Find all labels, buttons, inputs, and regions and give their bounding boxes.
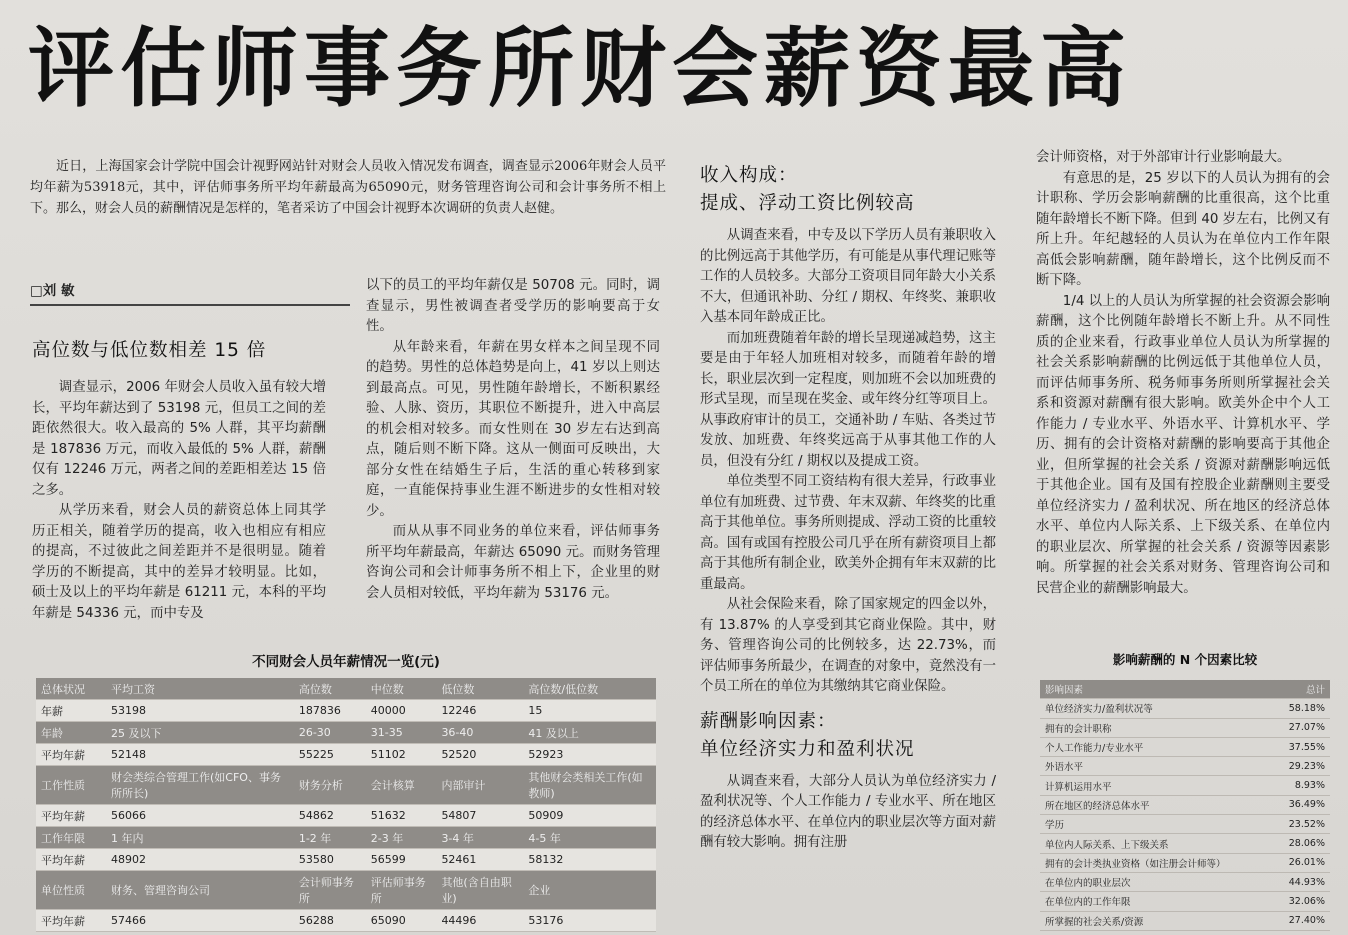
table-cell: 23.52% — [1270, 815, 1330, 834]
table-row — [1040, 892, 1330, 911]
table-cell: 学历 — [1040, 815, 1270, 834]
factor-table-title: 影响薪酬的 N 个因素比较 — [1112, 652, 1258, 667]
table-cell: 51632 — [366, 805, 437, 827]
table-cell: 平均年薪 — [36, 744, 106, 766]
table-cell: 54807 — [436, 805, 523, 827]
table-row — [1040, 718, 1330, 737]
table-header-cell: 影响因素 — [1040, 680, 1270, 699]
byline: □刘 敏 — [30, 279, 350, 306]
table-cell: 年龄 — [36, 722, 106, 744]
paragraph: 从调查来看，中专及以下学历人员有兼职收入的比例远高于其他学历，有可能是从事代理记账等工作的人员较多。大部分工资项目同年龄大小关系不大，但通讯补助、分红 / 期权、年终奖、兼职收入基本同年龄成正比。 — [700, 228, 996, 325]
table-cell: 会计师事务所 — [294, 871, 366, 910]
table-cell: 53580 — [294, 849, 366, 871]
table-cell: 52461 — [436, 849, 523, 871]
table-cell: 低位数 — [436, 678, 523, 700]
table-cell: 44.93% — [1270, 872, 1330, 891]
table-cell: 26.01% — [1270, 853, 1330, 872]
table-cell: 26-30 — [294, 722, 366, 744]
table-row — [36, 744, 656, 766]
table-cell: 其他(含自由职业) — [436, 871, 523, 910]
table-cell: 12246 — [436, 700, 523, 722]
table-cell: 平均年薪 — [36, 805, 106, 827]
table-cell: 27.07% — [1270, 718, 1330, 737]
salary-table-title: 不同财会人员年薪情况一览(元) — [252, 654, 440, 670]
table-row — [1040, 757, 1330, 776]
table-cell: 高位数 — [294, 678, 366, 700]
table-cell: 56288 — [294, 910, 366, 932]
section-title-3: 薪酬影响因素： 单位经济实力和盈利状况 — [700, 710, 915, 760]
paragraph: 以下的员工的平均年薪仅是 50708 元。同时，调查显示，男性被调查者受学历的影响要高于女性。 — [366, 278, 660, 334]
table-cell: 37.55% — [1270, 737, 1330, 756]
table-cell: 在单位内的职业层次 — [1040, 872, 1270, 891]
table-cell: 外语水平 — [1040, 757, 1270, 776]
table-header-cell: 总计 — [1270, 680, 1330, 699]
section-title-2: 收入构成： 提成、浮动工资比例较高 — [700, 165, 915, 214]
table-row — [1040, 911, 1330, 930]
column-4 — [1036, 148, 1330, 599]
table-cell: 工作性质 — [36, 766, 106, 805]
table-cell: 187836 — [294, 700, 366, 722]
table-row — [1040, 776, 1330, 795]
table-row — [36, 678, 656, 700]
table-row — [1040, 834, 1330, 853]
table-cell: 25 及以下 — [106, 722, 294, 744]
factor-table — [1040, 680, 1330, 931]
column-1 — [32, 378, 326, 624]
table-row — [1040, 737, 1330, 756]
table-cell: 财务、管理咨询公司 — [106, 871, 294, 910]
column-2 — [366, 276, 660, 604]
table-cell: 3-4 年 — [436, 827, 523, 849]
table-cell: 在单位内的工作年限 — [1040, 892, 1270, 911]
table-cell: 4-5 年 — [523, 827, 656, 849]
paragraph: 从调查来看，大部分人员认为单位经济实力 / 盈利状况等、个人工作能力 / 专业水平、所在地区的经济总体水平、在单位内的职业层次等方面对薪酬有较大影响。拥有注册 — [700, 773, 996, 850]
paragraph: 单位类型不同工资结构有很大差异，行政事业单位有加班费、过节费、年末双薪、年终奖的比重高于其他单位。事务所则提成、浮动工资的比重较高。国有或国有控股公司几乎在所有薪资项目上都高于其他所有制企业，欧美外企拥有年末双薪的比重最高。 — [700, 474, 996, 592]
table-cell: 单位内人际关系、上下级关系 — [1040, 834, 1270, 853]
table-cell: 27.40% — [1270, 911, 1330, 930]
table-row — [1040, 872, 1330, 891]
table-cell: 40000 — [366, 700, 437, 722]
paragraph: 调查显示，2006 年财会人员收入虽有较大增长，平均年薪达到了 53198 元，但员工之间的差距依然很大。收入最高的 5% 人群，其平均薪酬是 187836 万元，而收入最低的 5% 人群，薪酬仅有 12246 万元，两者之间的差距相差达 15 倍之多。 — [32, 380, 326, 498]
table-row — [1040, 795, 1330, 814]
table-row — [36, 766, 656, 805]
lead-paragraph: 近日，上海国家会计学院中国会计视野网站针对财会人员收入情况发布调查，调查显示2006年财会人员平均年薪为53918元，其中，评估师事务所平均年薪最高为65090元，财务管理咨询公司和会计事务所不相上下。那么，财会人员的薪酬情况是怎样的，笔者采访了中国会计视野本次调研的负责人赵健。 — [30, 159, 666, 216]
table-cell: 高位数/低位数 — [523, 678, 656, 700]
table-cell: 41 及以上 — [523, 722, 656, 744]
paragraph: 从年龄来看，年薪在男女样本之间呈现不同的趋势。男性的总体趋势是向上，41 岁以上则达到最高点。可见，男性随年龄增长，不断积累经验、人脉、资历，其职位不断提升，进入中高层的机会相对较多。而女性则在 30 岁左右达到高点，随后则不断下降。这从一侧面可反映出，大部分女性在结婚生子后，生活的重心转移到家庭，一直能保持事业生涯不断进步的女性相对较少。 — [366, 339, 660, 519]
table-cell: 65090 — [366, 910, 437, 932]
table-cell: 计算机运用水平 — [1040, 776, 1270, 795]
paragraph: 而从从事不同业务的单位来看，评估师事务所平均年薪最高，年薪达 65090 元。而财务管理咨询公司和会计师事务所不相上下，企业里的财会人员相对较低，平均年薪为 53176 元。 — [366, 524, 660, 601]
table-row — [36, 910, 656, 932]
table-cell: 48902 — [106, 849, 294, 871]
table-cell: 56599 — [366, 849, 437, 871]
table-cell: 单位性质 — [36, 871, 106, 910]
column-3-body-1 — [700, 226, 996, 698]
table-cell: 年薪 — [36, 700, 106, 722]
table-cell: 2-3 年 — [366, 827, 437, 849]
column-3 — [700, 162, 996, 854]
paragraph: 而加班费随着年龄的增长呈现递减趋势，这主要是由于年轻人加班相对较多，而随着年龄的增长，职业层次到一定程度，则加班不会以加班费的形式呈现，而呈现在奖金、或年终分红等项目上。从事政府审计的员工，交通补助 / 车贴、各类过节发放、加班费、年终奖远高于从事其他工作的人员，但没有分红 / 期权以及提成工资。 — [700, 330, 996, 469]
table-cell: 57466 — [106, 910, 294, 932]
table-cell: 总体状况 — [36, 678, 106, 700]
table-cell: 52148 — [106, 744, 294, 766]
table-cell: 8.93% — [1270, 776, 1330, 795]
table-cell: 15 — [523, 700, 656, 722]
table-cell: 所掌握的社会关系/资源 — [1040, 911, 1270, 930]
table-row — [36, 805, 656, 827]
headline: 评估师事务所财会薪资最高 — [28, 19, 1132, 119]
table-header-row — [1040, 680, 1330, 699]
table-cell: 工作年限 — [36, 827, 106, 849]
table-cell: 1 年内 — [106, 827, 294, 849]
table-cell: 52923 — [523, 744, 656, 766]
table-cell: 内部审计 — [436, 766, 523, 805]
table-row — [1040, 699, 1330, 718]
paragraph: 从社会保险来看，除了国家规定的四金以外，有 13.87% 的人享受到其它商业保险。其中，财务、管理咨询公司的比例较多，达 22.73%，而评估师事务所最少，在调查的对象中，竟然没有一个员工所在的单位为其缴纳其它商业保险。 — [700, 597, 996, 694]
table-cell: 55225 — [294, 744, 366, 766]
table-cell: 53198 — [106, 700, 294, 722]
table-cell: 平均年薪 — [36, 910, 106, 932]
section-title-1: 高位数与低位数相差 15 倍 — [32, 340, 267, 361]
table-cell: 财会类综合管理工作(如CFO、事务所所长) — [106, 766, 294, 805]
table-cell: 54862 — [294, 805, 366, 827]
table-cell: 财务分析 — [294, 766, 366, 805]
column-3-body-2 — [700, 772, 996, 854]
table-cell: 56066 — [106, 805, 294, 827]
table-cell: 29.23% — [1270, 757, 1330, 776]
table-cell: 58.18% — [1270, 699, 1330, 718]
table-cell: 拥有的会计职称 — [1040, 718, 1270, 737]
table-cell: 中位数 — [366, 678, 437, 700]
table-row — [36, 700, 656, 722]
table-row — [1040, 853, 1330, 872]
table-row — [36, 827, 656, 849]
table-cell: 28.06% — [1270, 834, 1330, 853]
paragraph: 有意思的是，25 岁以下的人员认为拥有的会计职称、学历会影响薪酬的比重很高，这个比重随年龄增长不断下降。但到 40 岁左右，比例又有所上升。年纪越轻的人员认为在单位内工作年限高低会影响薪酬，随年龄增长，这个比例反而不断下降。 — [1036, 170, 1330, 288]
table-cell: 平均工资 — [106, 678, 294, 700]
table-row — [36, 871, 656, 910]
table-cell: 平均年薪 — [36, 849, 106, 871]
paragraph: 从学历来看，财会人员的薪资总体上同其学历正相关，随着学历的提高，收入也相应有相应的提高，不过彼此之间差距并不是很明显。随着学历的不断提高，其中的差异才较明显。比如，硕士及以上的平均年薪是 61211 元，本科的平均年薪是 54336 元，而中专及 — [32, 503, 326, 621]
table-cell: 52520 — [436, 744, 523, 766]
table-cell: 所在地区的经济总体水平 — [1040, 795, 1270, 814]
table-cell: 单位经济实力/盈利状况等 — [1040, 699, 1270, 718]
table-cell: 36-40 — [436, 722, 523, 744]
table-cell: 31-35 — [366, 722, 437, 744]
table-row — [36, 849, 656, 871]
table-cell: 53176 — [523, 910, 656, 932]
paragraph: 会计师资格，对于外部审计行业影响最大。 — [1036, 150, 1291, 165]
table-row — [36, 722, 656, 744]
table-cell: 个人工作能力/专业水平 — [1040, 737, 1270, 756]
table-cell: 44496 — [436, 910, 523, 932]
paragraph: 1/4 以上的人员认为所掌握的社会资源会影响薪酬，这个比例随年龄增长不断上升。从不同性质的企业来看，行政事业单位人员认为所掌握的社会关系影响薪酬的比例远低于其他单位人员，而评估师事务所、税务师事务所则所掌握社会关系和资源对薪酬有很大影响。欧美外企中个人工作能力 / 专业水平、外语水平、计算机水平、学历、拥有的会计资格对薪酬的影响要高于其他企业，但所掌握的社会关系 / 资源对薪酬影响远低于其他企业。国有及国有控股企业薪酬则主要受单位经济实力 / 盈利状况、所在地区的经济总体水平、单位内人际关系、上下级关系、在单位内的职业层次、所掌握的社会关系 / 资源等因素影响。所掌握的社会关系对财务、管理咨询公司和民营企业的薪酬影响最大。 — [1036, 293, 1330, 596]
table-cell: 36.49% — [1270, 795, 1330, 814]
table-cell: 评估师事务所 — [366, 871, 437, 910]
table-cell: 50909 — [523, 805, 656, 827]
table-cell: 51102 — [366, 744, 437, 766]
salary-table — [36, 678, 656, 932]
table-cell: 会计核算 — [366, 766, 437, 805]
table-row — [1040, 815, 1330, 834]
table-cell: 1-2 年 — [294, 827, 366, 849]
table-cell: 企业 — [523, 871, 656, 910]
table-cell: 32.06% — [1270, 892, 1330, 911]
table-cell: 拥有的会计类执业资格（如注册会计师等） — [1040, 853, 1270, 872]
table-cell: 58132 — [523, 849, 656, 871]
table-cell: 其他财会类相关工作(如教师) — [523, 766, 656, 805]
